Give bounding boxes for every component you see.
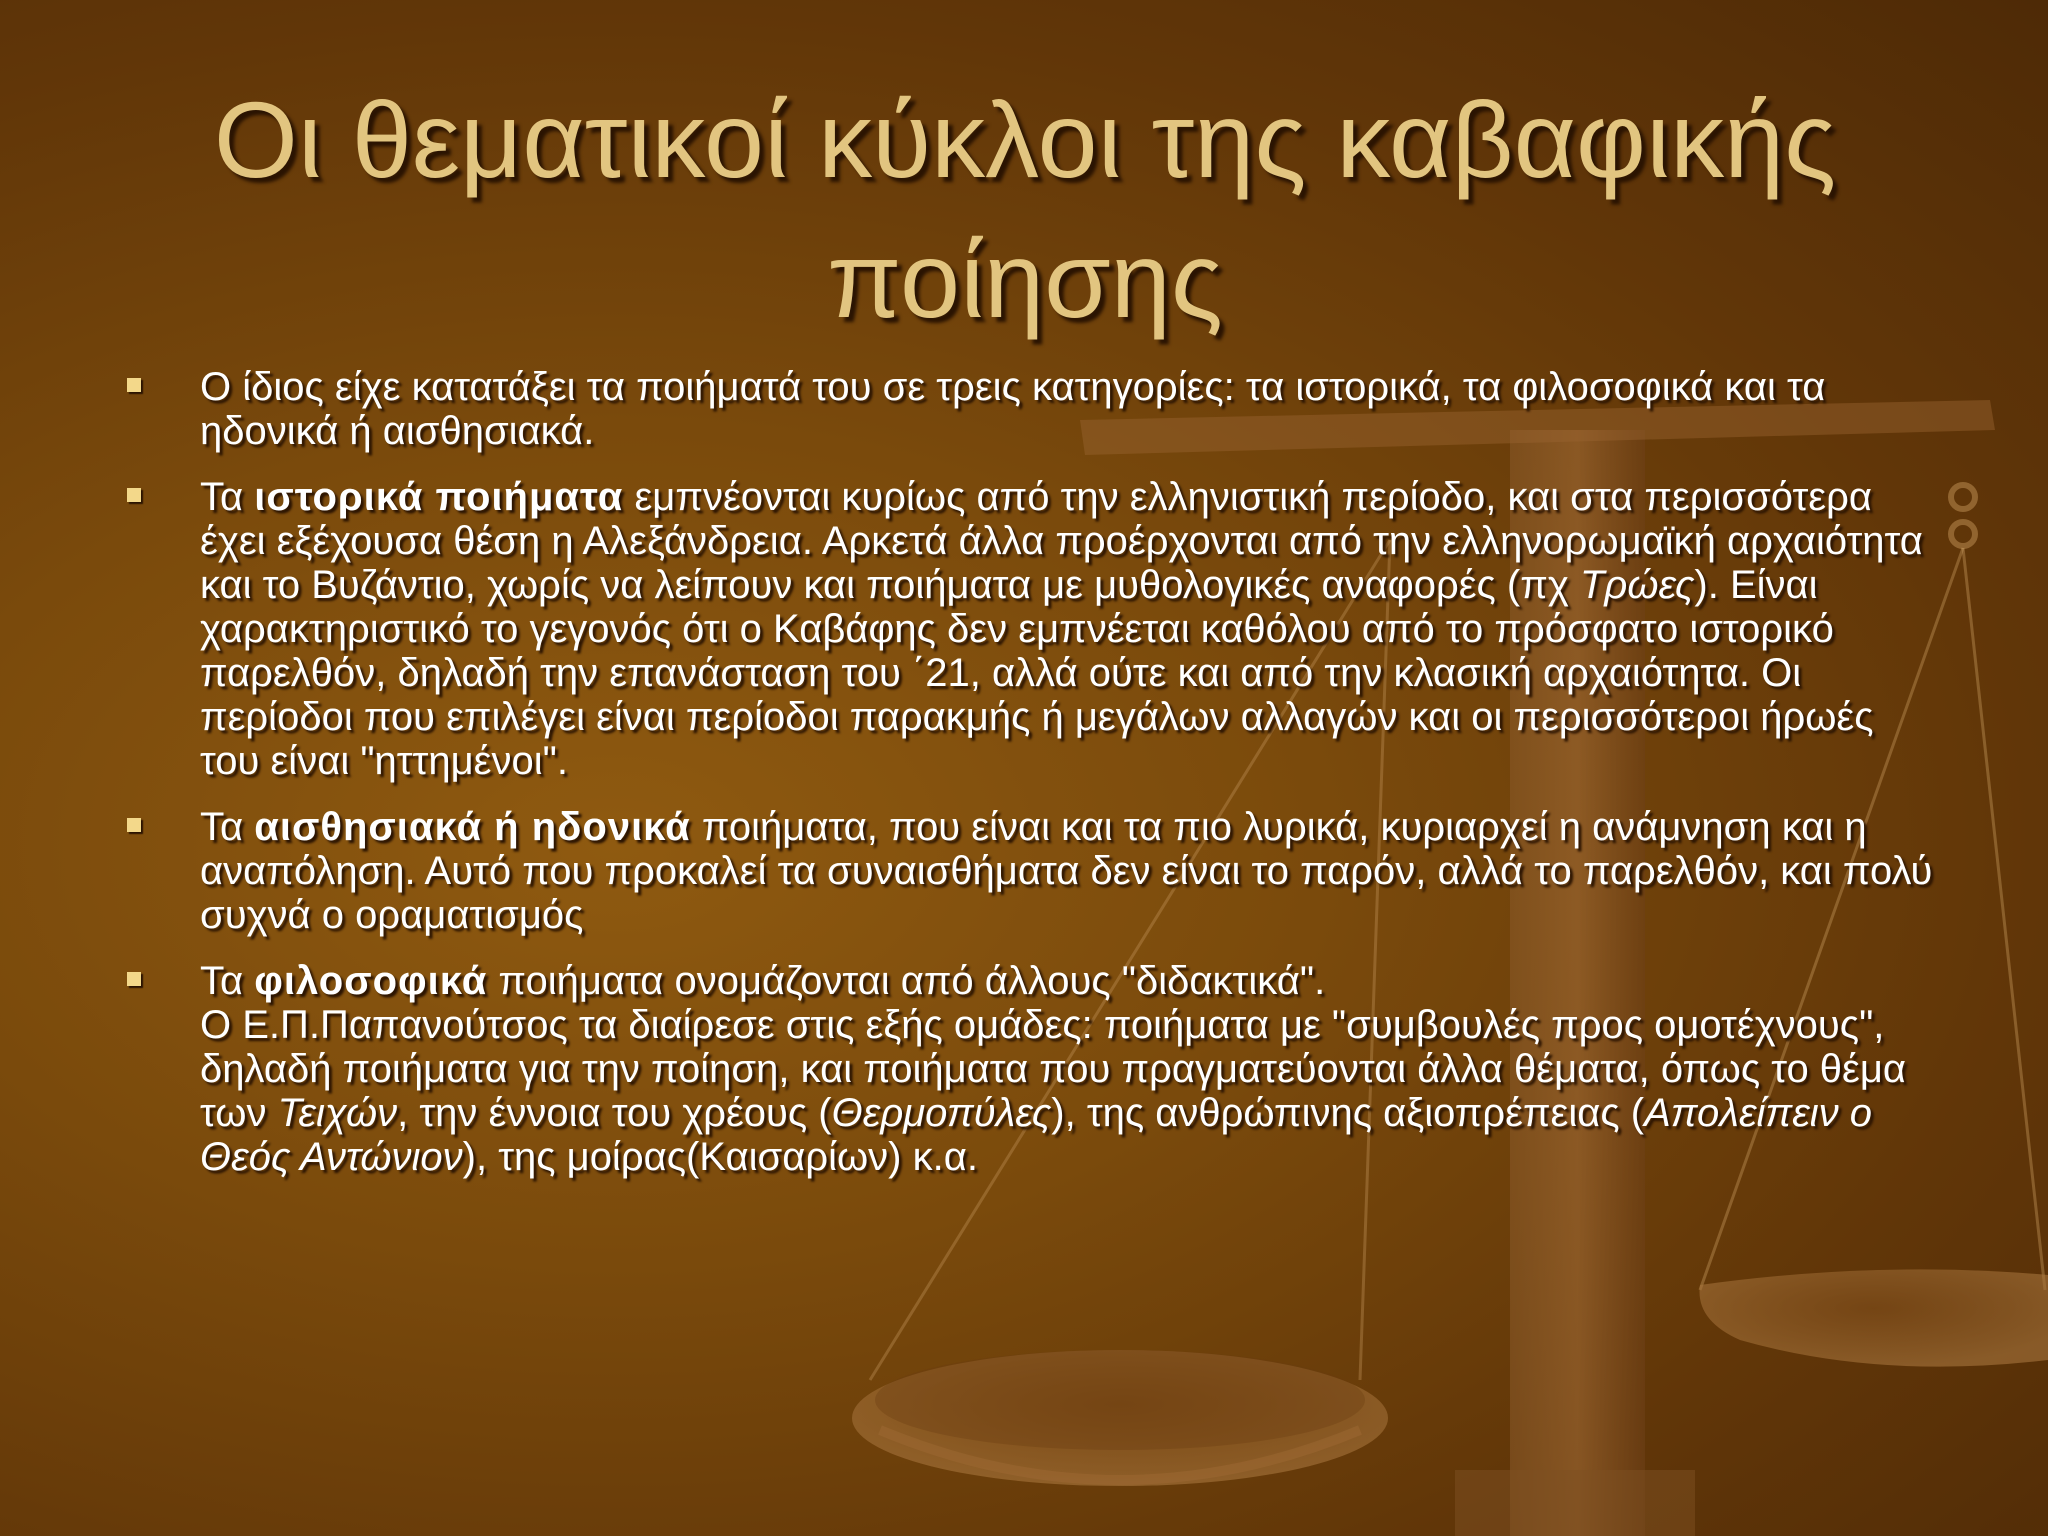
bullet-text: εμπνέονται κυρίως από την ελληνιστική περίοδο, και στα περισσότερα έχει εξέχουσα θέση η Αλεξάνδρεια. Αρκετά άλλα προέρχονται από την ελληνορωμαϊκή αρχαιότητα και το Βυζάντιο, χωρίς να λείπουν και ποιήματα με μυθολογικές αναφορές (πχ	[200, 475, 1923, 607]
list-item	[120, 805, 1940, 937]
bullet-bold-term: αισθησιακά ή ηδονικά	[254, 805, 691, 849]
bullet-text: Ο ίδιος είχε κατατάξει τα ποιήματά του σε τρεις κατηγορίες: τα ιστορικά, τα φιλοσοφικά και τα ηδονικά ή αισθησιακά.	[200, 365, 1826, 453]
bullet-bold-term: φιλοσοφικά	[254, 959, 488, 1003]
bullet-square-icon	[127, 378, 141, 392]
list-item	[120, 475, 1940, 783]
bullet-bold-term: ιστορικά ποιήματα	[254, 475, 624, 519]
bullet-list	[120, 365, 1940, 1201]
bullet-text: ποιήματα ονομάζονται από άλλους "διδακτικά".	[487, 959, 1326, 1003]
bullet-square-icon	[127, 488, 141, 502]
bullet-text: ). Είναι χαρακτηριστικό το γεγονός ότι ο Καβάφης δεν εμπνέεται καθόλου από το πρόσφατο ιστορικό παρελθόν, δηλαδή την επανάσταση του ΄21, αλλά ούτε και από την κλασική αρχαιότητα. Οι περίοδοι που επιλέγει είναι περίοδοι παρακμής ή μεγάλων αλλαγών και οι περισσότεροι ήρωές του είναι "ηττημένοι".	[200, 563, 1874, 783]
title-line-2: ποίησης	[827, 219, 1223, 340]
bullet-square-icon	[127, 818, 141, 832]
bullet-square-icon	[127, 972, 141, 986]
list-item	[120, 959, 1940, 1179]
bullet-italic-title: Θερμοπύλες	[831, 1091, 1052, 1135]
bullet-italic-title: Τρώες	[1579, 563, 1695, 607]
bullet-lead: Τα	[200, 475, 255, 519]
list-item	[120, 365, 1940, 453]
bullet-text: ποιήματα, που είναι και τα πιο λυρικά, κυριαρχεί η ανάμνηση και η αναπόληση. Αυτό που προκαλεί τα συναισθήματα δεν είναι το παρόν, αλλά το παρελθόν, και πολύ συχνά ο οραματισμός	[200, 805, 1933, 937]
bullet-text: ), της ανθρώπινης αξιοπρέπειας (	[1051, 1091, 1645, 1135]
title-line-1: Οι θεματικοί κύκλοι της καβαφικής	[213, 79, 1837, 200]
bullet-lead: Τα	[200, 959, 255, 1003]
slide-title	[80, 70, 1970, 350]
bullet-italic-title: Τειχών	[277, 1091, 398, 1135]
bullet-text: ), της μοίρας(Καισαρίων) κ.α.	[462, 1135, 978, 1179]
bullet-lead: Τα	[200, 805, 255, 849]
bullet-text: Ο Ε.Π.Παπανούτσος τα διαίρεσε στις εξής ομάδες: ποιήματα με "συμβουλές προς ομοτέχνους", δηλαδή ποιήματα για την ποίηση, και ποιήματα που πραγματεύονται άλλα θέματα, όπως το θέμα των	[200, 1003, 1907, 1135]
bullet-text: , την έννοια του χρέους (	[397, 1091, 832, 1135]
bullet-italic-title: Απολείπειν ο Θεός Αντώνιον	[200, 1091, 1873, 1179]
